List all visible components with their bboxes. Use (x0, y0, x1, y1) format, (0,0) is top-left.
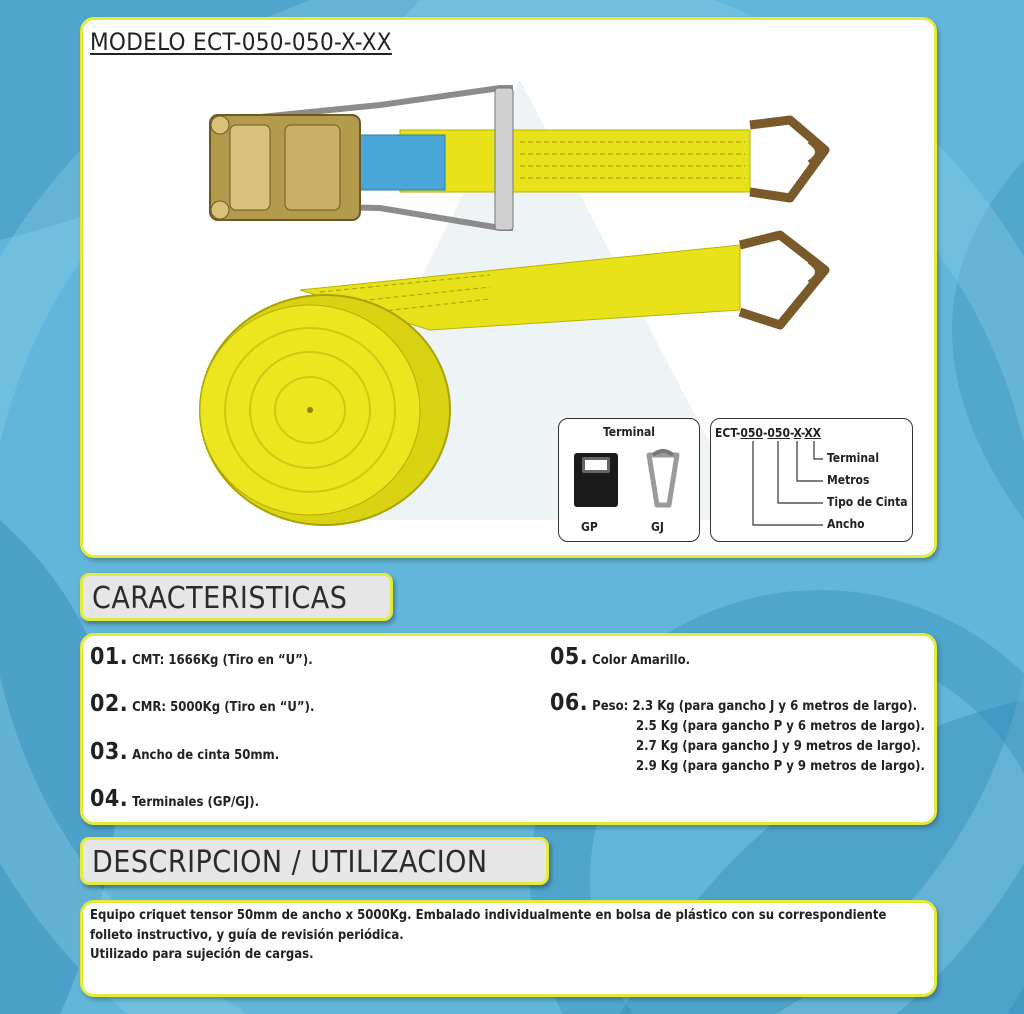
code-dash: - (789, 426, 794, 440)
feature-06 (550, 690, 917, 716)
gj-hook-icon (639, 449, 687, 511)
model-title: MODELO ECT-050-050-X-XX (90, 28, 392, 56)
code-dash: - (762, 426, 768, 440)
feature-02 (90, 691, 314, 717)
description-line-3: Utilizado para sujeción de cargas. (90, 947, 314, 962)
code-legend (710, 418, 913, 542)
code-terminal: XX (804, 426, 822, 440)
feature-04 (90, 786, 259, 812)
label-tipo-cinta: Tipo de Cinta (827, 495, 908, 509)
feature-number: 04. (90, 786, 129, 812)
peso-line-4: 2.9 Kg (para gancho P y 9 metros de largo). (636, 759, 925, 774)
label-terminal: Terminal (827, 451, 880, 465)
descripcion-heading-text: DESCRIPCION / UTILIZACION (92, 845, 488, 880)
peso-line-3: 2.7 Kg (para gancho J y 9 metros de largo). (636, 739, 921, 754)
peso-line-2: 2.5 Kg (para gancho P y 6 metros de largo). (636, 719, 925, 734)
label-metros: Metros (827, 473, 870, 487)
description-line-2: folleto instructivo, y guía de revisión periódica. (90, 928, 404, 943)
feature-text: CMR: 5000Kg (Tiro en “U”). (132, 700, 315, 715)
label-ancho: Ancho (827, 517, 865, 531)
terminal-legend (558, 418, 700, 542)
feature-text: Color Amarillo. (592, 653, 691, 668)
feature-number: 01. (90, 644, 129, 670)
feature-01 (90, 644, 313, 670)
descripcion-heading (80, 837, 549, 885)
feature-text: Ancho de cinta 50mm. (132, 748, 280, 763)
feature-03 (90, 739, 279, 765)
code-ancho: 050 (740, 426, 763, 440)
code-dash: - (800, 426, 805, 440)
gj-label: GJ (651, 520, 664, 534)
feature-text: Peso: 2.3 Kg (para gancho J y 6 metros de largo). (592, 699, 918, 714)
caracteristicas-heading (80, 573, 393, 621)
feature-text: Terminales (GP/GJ). (132, 795, 260, 810)
feature-number: 05. (550, 644, 589, 670)
description-line-1: Equipo criquet tensor 50mm de ancho x 5000Kg. Embalado individualmente en bolsa de plástico con su correspondiente (90, 908, 887, 923)
terminal-legend-title: Terminal (602, 425, 656, 439)
code-prefix: ECT- (715, 426, 741, 440)
gp-label: GP (581, 520, 598, 534)
feature-number: 02. (90, 691, 129, 717)
feature-number: 06. (550, 690, 589, 716)
caracteristicas-heading-text: CARACTERISTICAS (92, 581, 348, 616)
code-tipo: 050 (767, 426, 790, 440)
code-connector-lines (711, 419, 914, 543)
gp-hook-icon (571, 449, 621, 511)
feature-number: 03. (90, 739, 129, 765)
feature-05 (550, 644, 690, 670)
feature-text: CMT: 1666Kg (Tiro en “U”). (132, 653, 313, 668)
code-metros: X (793, 426, 801, 440)
